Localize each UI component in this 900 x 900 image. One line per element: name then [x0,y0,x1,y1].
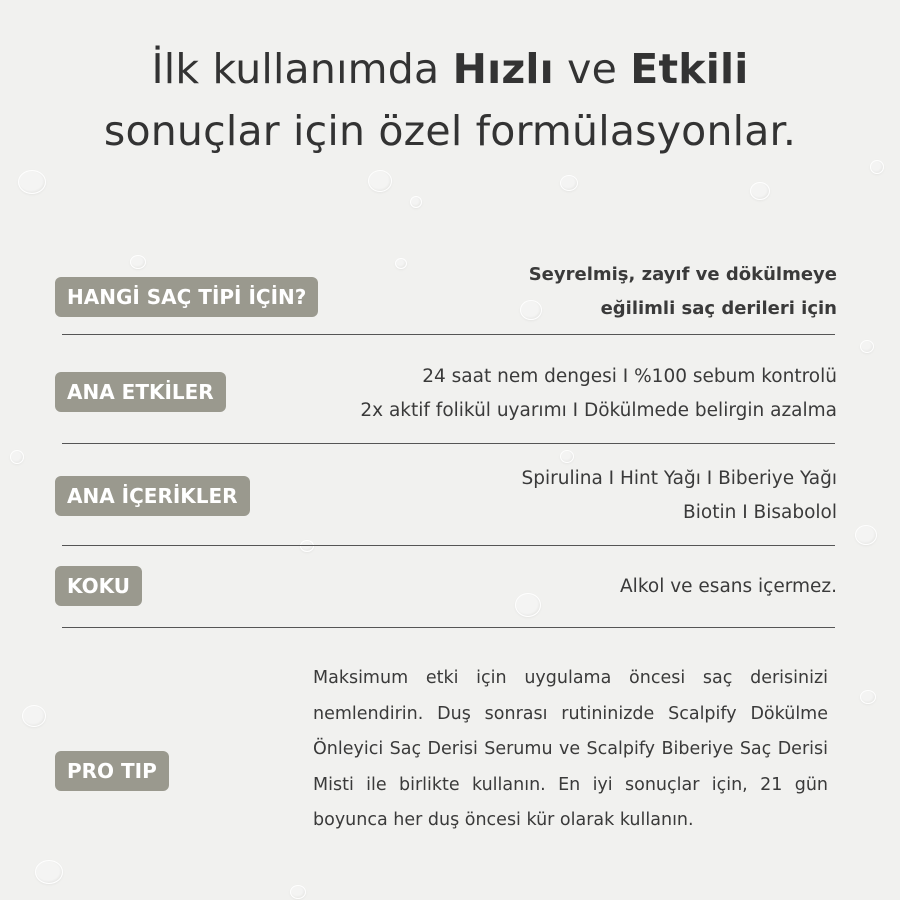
title-line-1 [0,38,900,100]
divider [62,334,835,335]
hair-type-line: eğilimli saç derileri için [600,298,837,319]
hair-type-text [529,258,837,326]
scent-text [620,570,837,604]
hair-type-badge: HANGİ SAÇ TİPİ İÇİN? [55,277,318,317]
pro-tip-badge: PRO TIP [55,751,169,791]
main-effects-badge: ANA ETKİLER [55,372,226,412]
pro-tip-text: Maksimum etki için uygulama öncesi saç derisinizi nemlendirin. Duş sonrası rutininizde Scalpify Dökülme Önleyici Saç Derisi Serumu ve Scalpify Biberiye Saç Derisi Misti ile birlikte kullanın. En iyi sonuçlar için, 21 gün boyunca her duş öncesi kür olarak kullanın. [313,668,828,830]
hair-type-line: Seyrelmiş, zayıf ve dökülmeye [528,264,837,285]
main-effects-text [360,360,837,428]
divider [62,443,835,444]
main-effects-line: 2x aktif folikül uyarımı I Dökülmede belirgin azalma [360,400,837,421]
title-text: ve [553,45,631,93]
title-bold-fast: Hızlı [452,45,554,93]
scent-badge: KOKU [55,566,142,606]
main-effects-line: 24 saat nem dengesi I %100 sebum kontrolü [422,366,837,387]
title-bold-effective: Etkili [630,45,749,93]
title-line-2: sonuçlar için özel formülasyonlar. [103,107,797,155]
divider [62,545,835,546]
main-ingredients-badge: ANA İÇERİKLER [55,476,250,516]
title-text: İlk kullanımda [151,45,453,93]
main-ingredients-text [521,462,837,530]
main-ingredients-line: Biotin I Bisabolol [683,502,837,523]
main-ingredients-line: Spirulina I Hint Yağı I Biberiye Yağı [521,468,837,489]
page-title [0,38,900,162]
divider [62,627,835,628]
scent-line: Alkol ve esans içermez. [620,576,837,597]
